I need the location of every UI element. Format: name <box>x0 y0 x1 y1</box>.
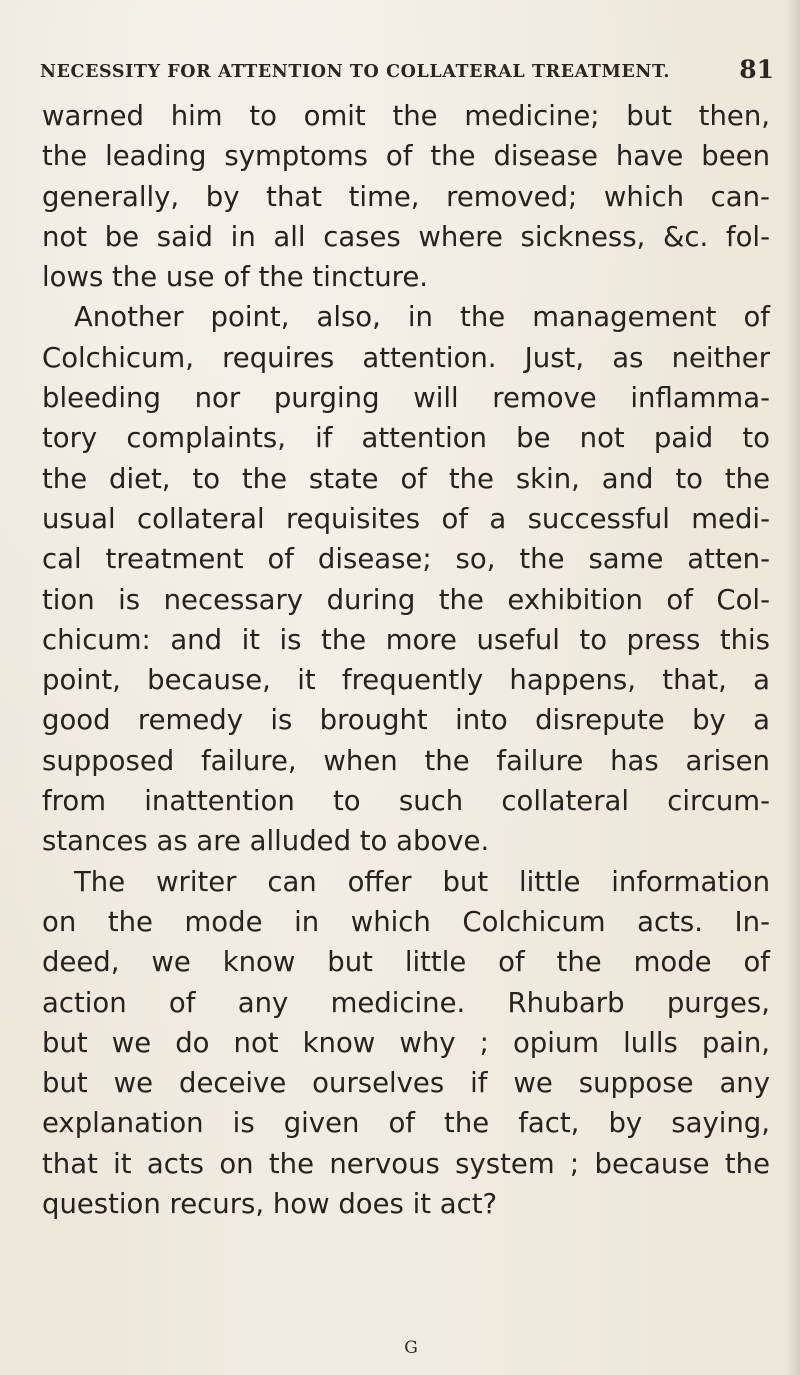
text-line: the leading symptoms of the disease have been <box>42 140 770 173</box>
signature-mark: G <box>404 1338 418 1358</box>
text-line: cal treatment of disease; so, the same atten- <box>42 543 770 576</box>
text-line: but we deceive ourselves if we suppose any <box>42 1067 770 1100</box>
text-line: question recurs, how does it act? <box>42 1188 498 1221</box>
text-line: but we do not know why ; opium lulls pain, <box>42 1026 770 1059</box>
text-line: on the mode in which Colchicum acts. In- <box>42 905 770 938</box>
text-line: good remedy is brought into disrepute by a <box>42 704 770 737</box>
paragraph-start-line: The writer can offer but little information <box>74 865 770 898</box>
text-line: point, because, it frequently happens, that, a <box>42 664 770 697</box>
text-line: Colchicum, requires attention. Just, as neither <box>42 341 770 374</box>
text-line: that it acts on the nervous system ; because the <box>42 1147 770 1180</box>
running-head: NECESSITY FOR ATTENTION TO COLLATERAL TREATMENT. <box>40 62 671 82</box>
text-line: bleeding nor purging will remove inflamma- <box>42 382 770 415</box>
text-line: not be said in all cases where sickness, &c. fol- <box>42 220 770 253</box>
text-line: the diet, to the state of the skin, and to the <box>42 462 770 495</box>
text-line: chicum: and it is the more useful to press this <box>42 623 770 656</box>
page-number: 81 <box>739 55 774 84</box>
text-line: warned him to omit the medicine; but then, <box>42 100 770 132</box>
text-line: generally, by that time, removed; which can- <box>42 180 770 213</box>
text-line: lows the use of the tincture. <box>42 261 428 294</box>
page-header <box>40 55 774 88</box>
text-line: tion is necessary during the exhibition of Col- <box>42 583 770 616</box>
text-line: explanation is given of the fact, by saying, <box>42 1107 770 1140</box>
text-line: deed, we know but little of the mode of <box>42 946 770 979</box>
text-line: supposed failure, when the failure has arisen <box>42 744 770 777</box>
paragraph-start-line: Another point, also, in the management of <box>74 301 770 334</box>
text-line: tory complaints, if attention be not paid to <box>42 422 770 455</box>
page-edge-shadow <box>786 0 800 1375</box>
text-line: from inattention to such collateral circum- <box>42 785 770 818</box>
text-line: usual collateral requisites of a successful medi- <box>42 502 770 535</box>
text-line: action of any medicine. Rhubarb purges, <box>42 986 770 1019</box>
text-line: stances as are alluded to above. <box>42 825 490 858</box>
body-text <box>42 96 770 1224</box>
